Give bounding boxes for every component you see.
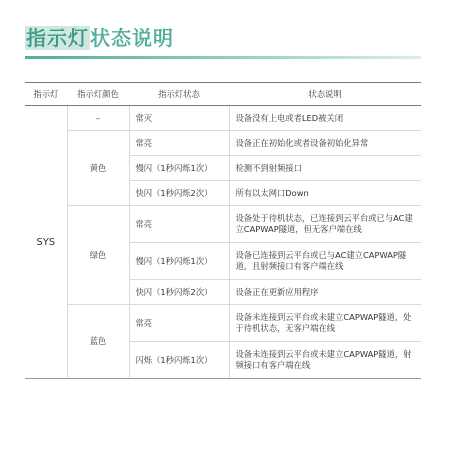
state-cell: 常亮 [129,131,229,156]
description-cell: 检测不到射频接口 [229,156,421,181]
table-row [25,305,421,342]
title-underline [25,56,421,59]
state-cell: 闪烁（1秒闪烁1次） [129,342,229,379]
description-cell: 设备未连接到云平台或未建立CAPWAP隧道，射频接口有客户端在线 [229,342,421,379]
description-cell: 设备没有上电或者LED被关闭 [229,106,421,131]
color-cell: – [67,106,129,131]
header-description: 状态说明 [229,83,421,106]
state-cell: 常亮 [129,206,229,243]
table-row [25,106,421,131]
color-cell: 蓝色 [67,305,129,379]
page-title [25,22,174,51]
state-cell: 常灭 [129,106,229,131]
description-cell: 设备已连接到云平台或已与AC建立CAPWAP隧道，且射频接口有客户端在线 [229,243,421,280]
description-cell: 设备正在更新应用程序 [229,280,421,305]
description-cell: 所有以太网口Down [229,181,421,206]
description-cell: 设备处于待机状态，已连接到云平台或已与AC建立CAPWAP隧道，但无客户端在线 [229,206,421,243]
description-cell: 设备未连接到云平台或未建立CAPWAP隧道，处于待机状态，无客户端在线 [229,305,421,342]
header-state: 指示灯状态 [129,83,229,106]
description-cell: 设备正在初始化或者设备初始化异常 [229,131,421,156]
page-title-highlight: 指示灯 [26,26,89,50]
color-cell: 绿色 [67,206,129,305]
state-cell: 快闪（1秒闪烁2次） [129,280,229,305]
table-header-row [25,83,421,106]
header-color: 指示灯颜色 [67,83,129,106]
page-title-rest: 状态说明 [90,26,174,50]
header-indicator: 指示灯 [25,83,67,106]
state-cell: 快闪（1秒闪烁2次） [129,181,229,206]
indicator-status-table [25,82,421,379]
indicator-cell: SYS [25,106,67,379]
state-cell: 慢闪（1秒闪烁1次） [129,156,229,181]
table-row [25,206,421,243]
table-row [25,131,421,156]
color-cell: 黄色 [67,131,129,206]
state-cell: 慢闪（1秒闪烁1次） [129,243,229,280]
state-cell: 常亮 [129,305,229,342]
